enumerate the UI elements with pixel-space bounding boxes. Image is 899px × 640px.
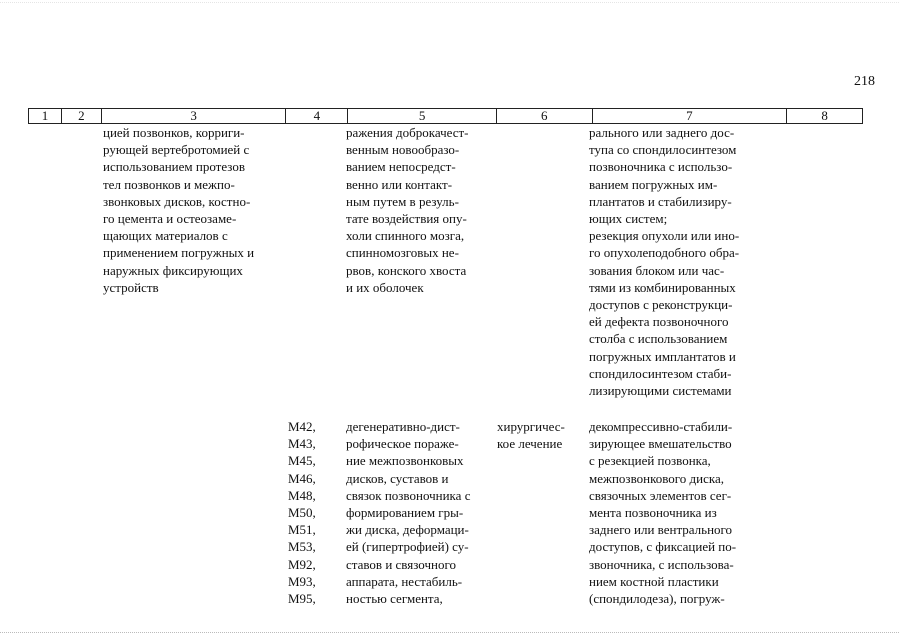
text-line: наружных фиксирующих bbox=[103, 262, 243, 278]
scan-edge-top bbox=[0, 2, 899, 3]
text-line: холи спинного мозга, bbox=[346, 228, 465, 244]
icd-code: M43, bbox=[288, 436, 316, 452]
text-line: ей (гипертрофией) су- bbox=[346, 539, 469, 555]
text-line: рвов, конского хвоста bbox=[346, 262, 467, 278]
text-line: ющих систем; bbox=[589, 211, 668, 227]
text-line: венно или контакт- bbox=[346, 176, 453, 192]
text-line: го опухолеподобного обра- bbox=[589, 245, 740, 261]
text-line: кое лечение bbox=[497, 436, 563, 452]
text-line: формированием гры- bbox=[346, 505, 464, 521]
table-header-row bbox=[28, 108, 863, 124]
text-line: доступов с реконструкци- bbox=[589, 297, 733, 313]
text-line: заднего или вентрального bbox=[589, 522, 733, 538]
text-line: с резекцией позвонка, bbox=[589, 453, 711, 469]
header-col-8: 8 bbox=[821, 108, 828, 123]
text-line: аппарата, нестабиль- bbox=[346, 573, 463, 589]
text-line: ностью сегмента, bbox=[346, 591, 443, 607]
text-line: звоночника, с использова- bbox=[589, 556, 734, 572]
text-line: доступов, с фиксацией по- bbox=[589, 539, 737, 555]
text-line: щающих материалов с bbox=[103, 228, 228, 244]
header-col-5: 5 bbox=[348, 109, 497, 123]
page-number: 218 bbox=[854, 74, 875, 89]
text-line: дисков, суставов и bbox=[346, 470, 449, 486]
icd-code: M51, bbox=[288, 522, 316, 538]
text-line: рующей вертебротомией с bbox=[103, 142, 250, 158]
icd-code: M45, bbox=[288, 453, 316, 469]
text-line: декомпрессивно-стабили- bbox=[589, 419, 733, 434]
header-col-4: 4 bbox=[286, 109, 348, 123]
text-line: рального или заднего дос- bbox=[589, 125, 735, 140]
icd-code: M93, bbox=[288, 573, 316, 589]
text-line: хирургичес- bbox=[497, 419, 565, 434]
text-line: спинномозговых не- bbox=[346, 245, 459, 261]
text-line: ным путем в резуль- bbox=[346, 193, 459, 209]
text-line: цией позвонков, корриги- bbox=[103, 125, 245, 140]
scan-edge-bottom bbox=[0, 632, 899, 633]
header-col-2: 2 bbox=[62, 109, 102, 123]
text-line: тупа со спондилосинтезом bbox=[589, 142, 737, 158]
row2-icd-codes bbox=[288, 418, 338, 607]
text-line: жи диска, деформаци- bbox=[346, 522, 469, 538]
icd-code: M95, bbox=[288, 591, 316, 607]
header-col-7: 7 bbox=[593, 109, 788, 123]
text-line: ванием погружных им- bbox=[589, 176, 718, 192]
row2-treatment-type bbox=[497, 418, 583, 452]
text-line: нием костной пластики bbox=[589, 573, 719, 589]
row2-treatment-method bbox=[589, 418, 767, 607]
text-line: ставов и связочного bbox=[346, 556, 456, 572]
row2-condition-description bbox=[346, 418, 492, 607]
text-line: ние межпозвонковых bbox=[346, 453, 464, 469]
icd-code: M92, bbox=[288, 556, 316, 572]
text-line: спондилосинтезом стаби- bbox=[589, 365, 732, 381]
text-line: (спондилодеза), погруж- bbox=[589, 591, 725, 607]
icd-code: M53, bbox=[288, 539, 316, 555]
text-line: использованием протезов bbox=[103, 159, 245, 175]
text-line: и их оболочек bbox=[346, 279, 424, 295]
text-line: столба с использованием bbox=[589, 331, 728, 347]
text-line: венным новообразо- bbox=[346, 142, 460, 158]
header-col-1: 1 bbox=[29, 109, 62, 123]
text-line: межпозвонкового диска, bbox=[589, 470, 725, 486]
text-line: лизирующими системами bbox=[589, 383, 732, 399]
header-col-6: 6 bbox=[497, 109, 593, 123]
text-line: применением погружных и bbox=[103, 245, 255, 261]
text-line: зования блоком или час- bbox=[589, 262, 725, 278]
text-line: ей дефекта позвоночного bbox=[589, 314, 729, 330]
header-col-3: 3 bbox=[102, 109, 287, 123]
text-line: тате воздействия опу- bbox=[346, 211, 467, 227]
text-line: ражения доброкачест- bbox=[346, 125, 469, 140]
text-line: плантатов и стабилизиру- bbox=[589, 193, 732, 209]
text-line: связок позвоночника с bbox=[346, 487, 471, 503]
icd-code: M46, bbox=[288, 470, 316, 486]
icd-code: M42, bbox=[288, 419, 316, 434]
text-line: рофическое пораже- bbox=[346, 436, 459, 452]
icd-code: M50, bbox=[288, 505, 316, 521]
text-line: мента позвоночника из bbox=[589, 505, 717, 521]
text-line: погружных имплантатов и bbox=[589, 348, 736, 364]
row1-method-description bbox=[103, 124, 281, 296]
icd-code: M48, bbox=[288, 487, 316, 503]
row1-condition-description bbox=[346, 124, 492, 296]
text-line: звонковых дисков, костно- bbox=[103, 193, 251, 209]
text-line: дегенеративно-дист- bbox=[346, 419, 460, 434]
text-line: позвоночника с использо- bbox=[589, 159, 733, 175]
text-line: тел позвонков и межпо- bbox=[103, 176, 235, 192]
text-line: го цемента и остеозаме- bbox=[103, 211, 237, 227]
text-line: резекция опухоли или ино- bbox=[589, 228, 740, 244]
text-line: зирующее вмешательство bbox=[589, 436, 732, 452]
text-line: связочных элементов сег- bbox=[589, 487, 732, 503]
row1-treatment-method bbox=[589, 124, 767, 399]
text-line: ванием непосредст- bbox=[346, 159, 456, 175]
text-line: тями из комбинированных bbox=[589, 279, 736, 295]
text-line: устройств bbox=[103, 279, 159, 295]
